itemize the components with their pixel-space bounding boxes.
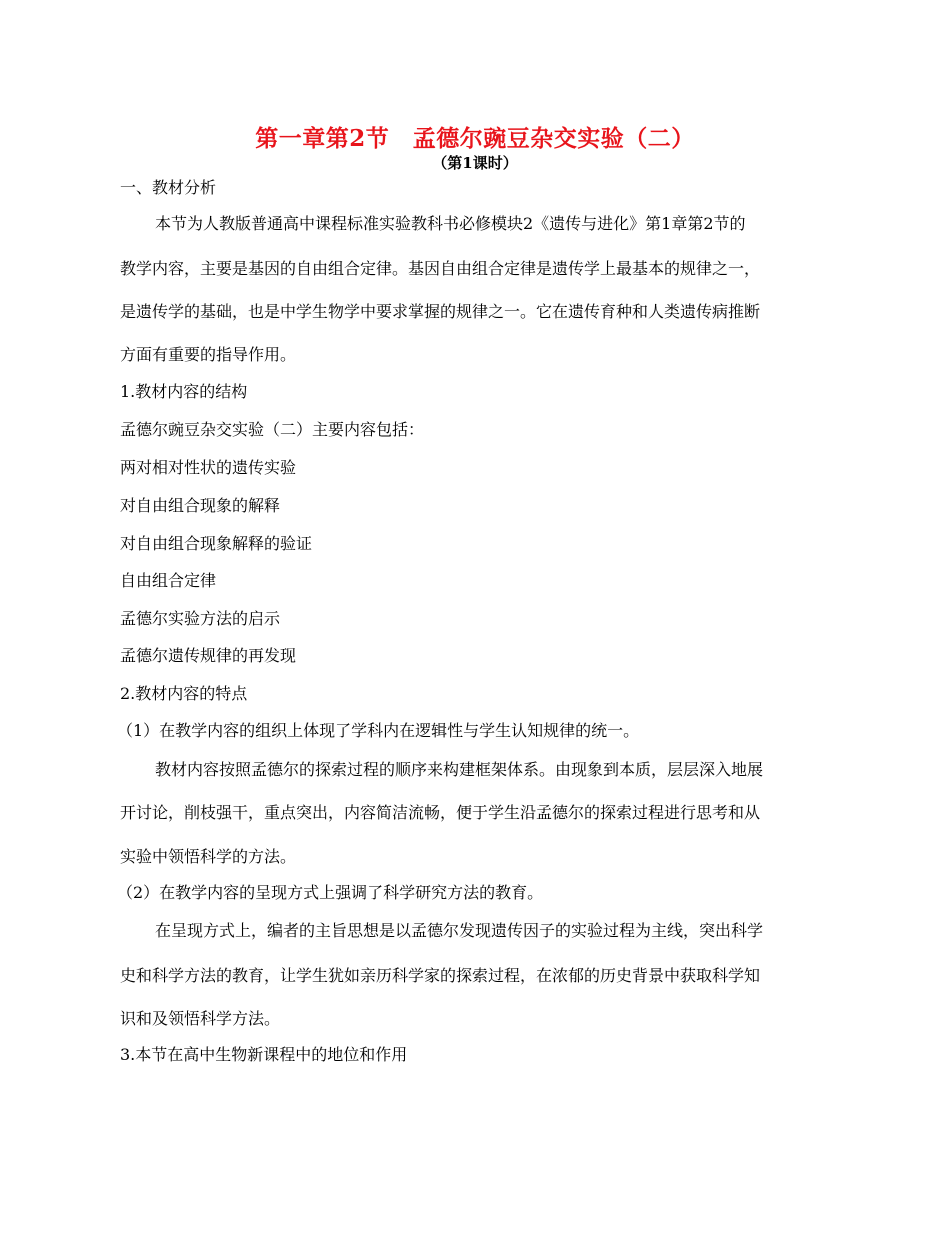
paragraph-line: 实验中领悟科学的方法。 <box>120 847 297 866</box>
subheading-structure: 1.教材内容的结构 <box>120 382 248 401</box>
paragraph-line: （1）在教学内容的组织上体现了学科内在逻辑性与学生认知规律的统一。 <box>117 721 640 740</box>
paragraph-line: 方面有重要的指导作用。 <box>120 345 297 364</box>
list-item: 对自由组合现象解释的验证 <box>120 534 313 553</box>
paragraph-line: 在呈现方式上，编者的主旨思想是以孟德尔发现遗传因子的实验过程为主线，突出科学 <box>155 921 764 940</box>
paragraph-line: 史和科学方法的教育，让学生犹如亲历科学家的探索过程，在浓郁的历史背景中获取科学知 <box>120 966 761 985</box>
list-item: 自由组合定律 <box>120 571 217 590</box>
paragraph-line: 教学内容，主要是基因的自由组合定律。基因自由组合定律是遗传学上最基本的规律之一， <box>120 259 761 278</box>
paragraph-line: 孟德尔豌豆杂交实验（二）主要内容包括： <box>120 420 425 439</box>
subheading-role: 3.本节在高中生物新课程中的地位和作用 <box>120 1045 408 1064</box>
section-heading-textbook-analysis: 一、教材分析 <box>120 178 217 197</box>
list-item: 两对相对性状的遗传实验 <box>120 458 297 477</box>
paragraph-line: （2）在教学内容的呈现方式上强调了科学研究方法的教育。 <box>117 883 544 902</box>
paragraph-line: 本节为人教版普通高中课程标准实验教科书必修模块2《遗传与进化》第1章第2节的 <box>155 214 746 233</box>
list-item: 孟德尔实验方法的启示 <box>120 609 281 628</box>
list-item: 孟德尔遗传规律的再发现 <box>120 646 297 665</box>
paragraph-line: 是遗传学的基础，也是中学生物学中要求掌握的规律之一。它在遗传育种和人类遗传病推断 <box>120 302 761 321</box>
paragraph-line: 教材内容按照孟德尔的探索过程的顺序来构建框架体系。由现象到本质，层层深入地展 <box>155 760 764 779</box>
paragraph-line: 识和及领悟科学方法。 <box>120 1009 281 1028</box>
subheading-features: 2.教材内容的特点 <box>120 684 248 703</box>
document-title: 第一章第2节 孟德尔豌豆杂交实验（二） <box>255 125 695 152</box>
paragraph-line: 开讨论，削枝强干，重点突出，内容简洁流畅，便于学生沿孟德尔的探索过程进行思考和从 <box>120 803 761 822</box>
list-item: 对自由组合现象的解释 <box>120 496 281 515</box>
document-subtitle: （第1课时） <box>432 154 518 172</box>
